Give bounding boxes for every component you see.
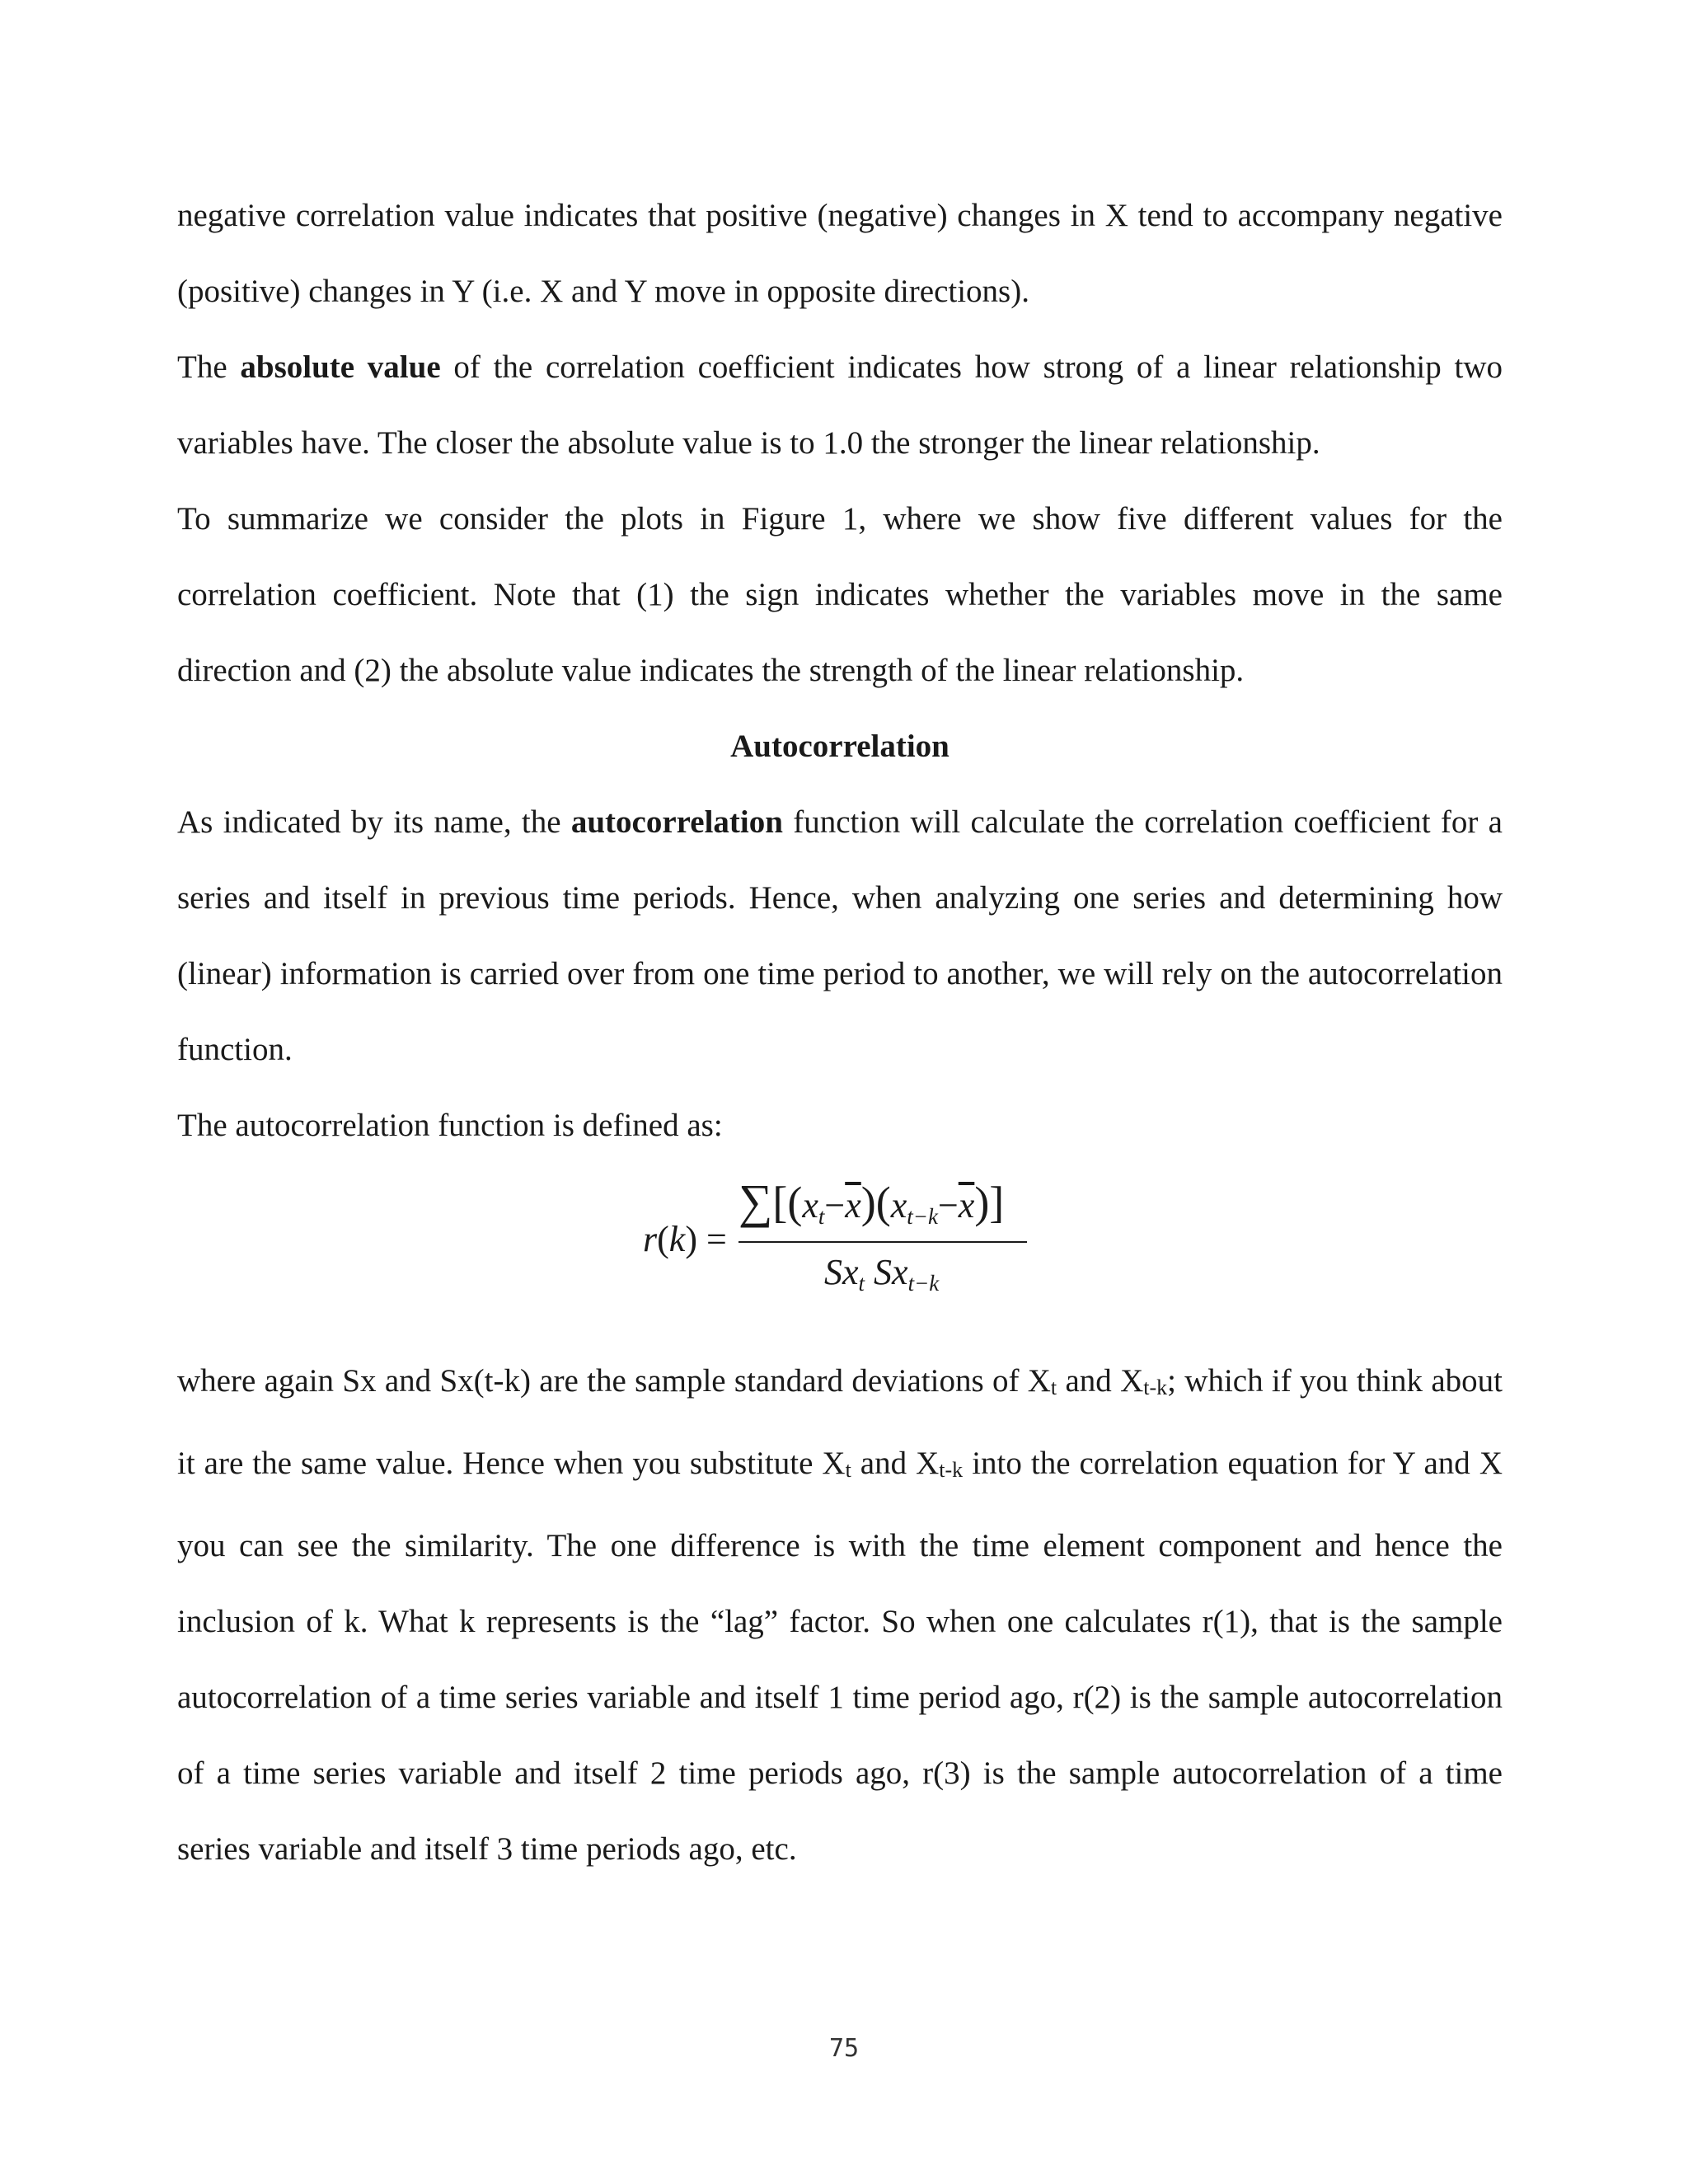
eq-symbol: S bbox=[874, 1252, 893, 1292]
sum-symbol: ∑ bbox=[738, 1174, 773, 1228]
paragraph-definition-lead: The autocorrelation function is defined as: bbox=[177, 1108, 723, 1143]
lower-text bbox=[177, 1343, 1503, 1887]
eq-mean-symbol: $\overline{x}$ bbox=[958, 1185, 975, 1226]
paragraph-correlation-negative: negative correlation value indicates that positive (negative) changes in X tend to accompany negative (positive) changes in Y (i.e. X and Y move in opposite directions). bbox=[177, 198, 1503, 309]
text: function will calculate the correlation coefficient for a series and itself in previous time periods. Hence, when analyzing one series and determining how (linear) information is carried over from one time period to another, we will rely on the autocorrelation function. bbox=[177, 804, 1503, 1067]
paragraph-summary: To summarize we consider the plots in Figure 1, where we show five different values for the correlation coefficient. Note that (1) the sign indicates whether the variables move in the same direction and (2) the absolute value indicates the strength of the linear relationship. bbox=[177, 501, 1503, 688]
subscript: t-k bbox=[1143, 1376, 1168, 1399]
eq-subscript: t−k bbox=[907, 1271, 940, 1296]
equation-lhs bbox=[643, 1218, 727, 1260]
eq-symbol: x bbox=[842, 1252, 859, 1292]
text: where again Sx and Sx(t-k) are the sample standard deviations of X bbox=[177, 1363, 1051, 1399]
equation-denominator bbox=[824, 1251, 939, 1296]
bold-term-absolute-value: absolute value bbox=[240, 349, 441, 385]
subscript: t bbox=[845, 1458, 851, 1482]
eq-bracket: )( bbox=[860, 1178, 891, 1227]
paragraph-absolute-value bbox=[177, 330, 1503, 481]
eq-symbol: x bbox=[892, 1252, 908, 1292]
upper-text bbox=[177, 178, 1503, 1164]
eq-mean-symbol: $\overline{x}$ bbox=[845, 1185, 861, 1226]
text: ; which if you think about it are the same value. Hence when you substitute X bbox=[177, 1363, 1503, 1481]
text: The bbox=[177, 349, 241, 385]
eq-subscript: t−k bbox=[907, 1204, 938, 1229]
section-heading: Autocorrelation bbox=[730, 729, 950, 764]
eq-bracket: [( bbox=[772, 1178, 803, 1227]
page-number: 75 bbox=[828, 2034, 860, 2063]
eq-symbol: k bbox=[668, 1219, 686, 1259]
autocorrelation-equation bbox=[643, 1170, 1039, 1302]
eq-subscript: t bbox=[818, 1204, 825, 1229]
eq-paren: ( bbox=[657, 1219, 669, 1259]
paragraph-explanation bbox=[177, 1343, 1503, 1887]
eq-minus: − bbox=[937, 1185, 959, 1226]
eq-minus: − bbox=[824, 1185, 846, 1226]
eq-symbol: x bbox=[890, 1185, 907, 1226]
subscript: t bbox=[1050, 1376, 1057, 1399]
eq-symbol: r bbox=[643, 1219, 658, 1259]
eq-equals: = bbox=[696, 1219, 727, 1259]
text: of the correlation coefficient indicates how strong of a linear relationship two variables have. The closer the absolute value is to 1.0 the stronger the linear relationship. bbox=[177, 349, 1503, 461]
bold-term-autocorrelation: autocorrelation bbox=[570, 804, 783, 840]
text: and X bbox=[1057, 1363, 1144, 1399]
paragraph-autocorrelation-intro bbox=[177, 785, 1503, 1088]
text: into the correlation equation for Y and X you can see the similarity. The one difference is with the time element component and hence the inclusion of k. What k represents is the “lag” factor. So when one calculates r(1), that is the sample autocorrelation of a time series variable and itself 1 time period ago, r(2) is the sample autocorrelation of a time series variable and itself 2 time periods ago, r(3) is the sample autocorrelation of a time series variable and itself 3 time periods ago, etc. bbox=[177, 1446, 1503, 1867]
eq-paren: ) bbox=[685, 1219, 697, 1259]
equation-numerator bbox=[738, 1174, 1004, 1230]
fraction-bar bbox=[738, 1241, 1027, 1243]
subscript: t-k bbox=[939, 1458, 964, 1482]
eq-symbol: x bbox=[802, 1185, 818, 1226]
eq-symbol: S bbox=[824, 1252, 842, 1292]
text: As indicated by its name, the bbox=[177, 804, 571, 840]
text: and X bbox=[851, 1446, 940, 1481]
eq-subscript: t bbox=[858, 1271, 865, 1296]
eq-bracket: )] bbox=[974, 1178, 1005, 1227]
